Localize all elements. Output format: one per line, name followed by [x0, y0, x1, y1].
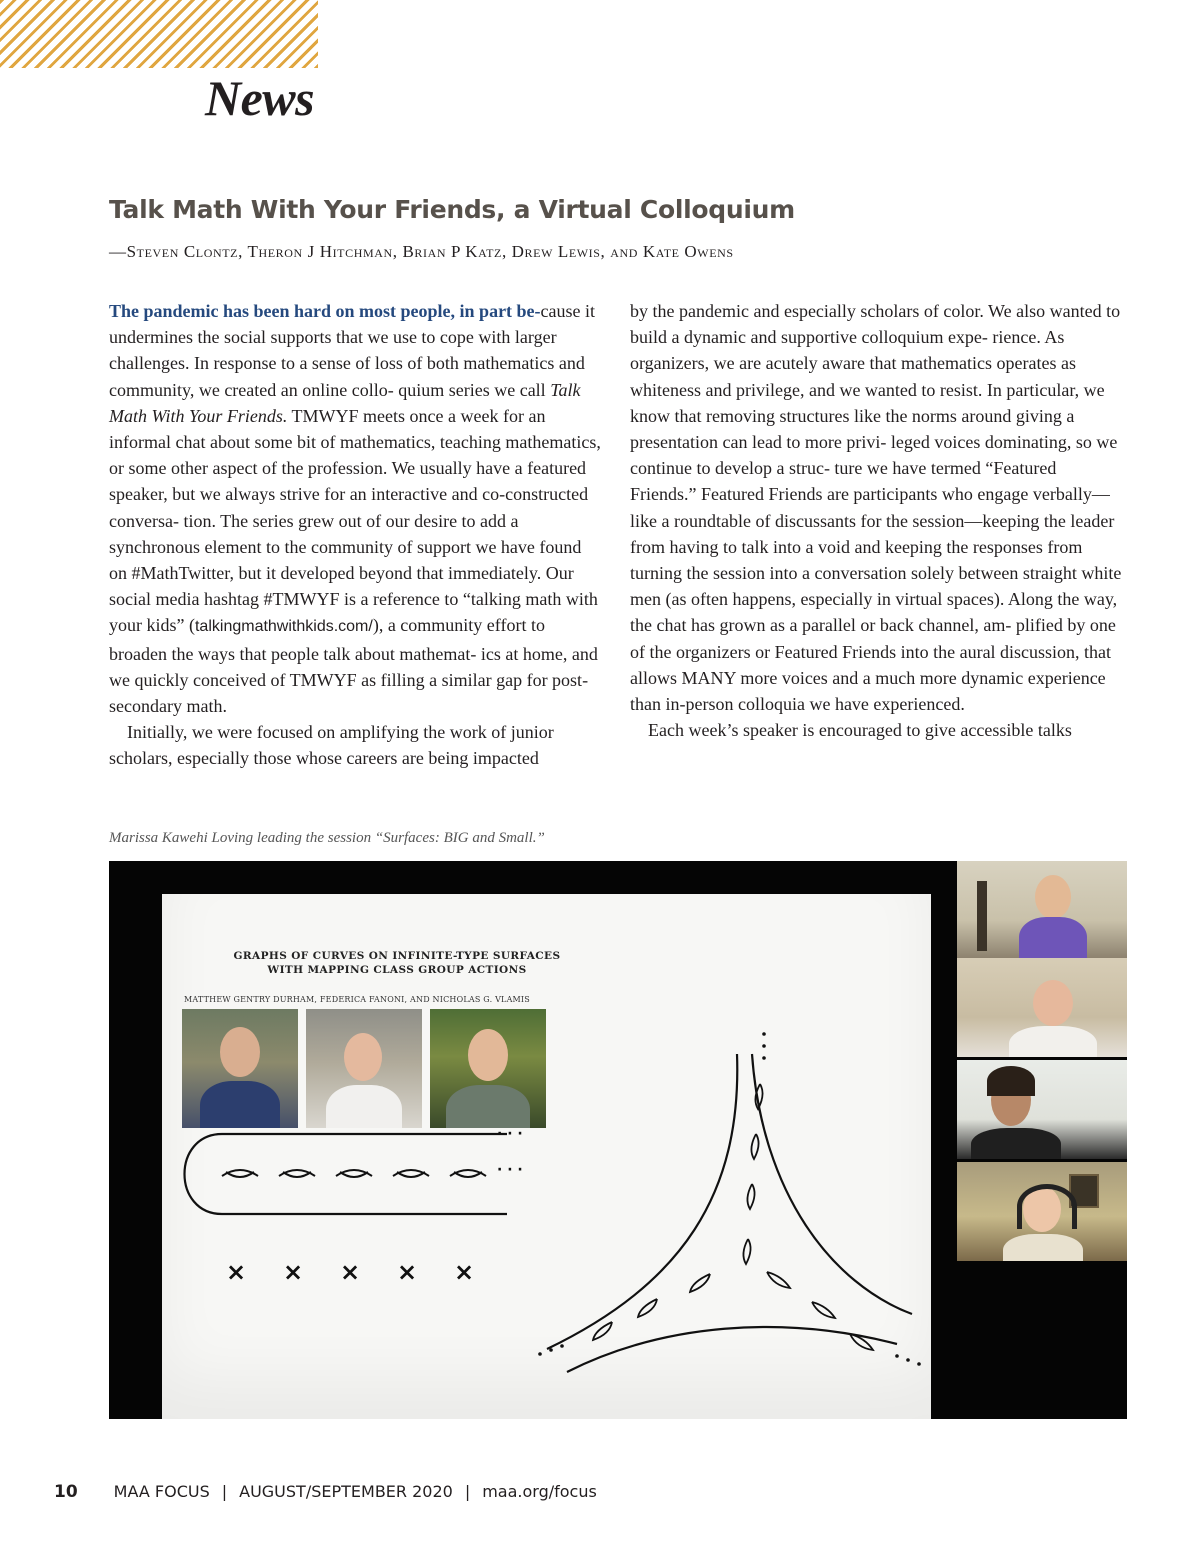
- footer-url[interactable]: maa.org/focus: [482, 1482, 597, 1501]
- cross-mark: ×: [226, 1258, 247, 1286]
- participant-video-tiles: [957, 861, 1127, 1273]
- section-label: News: [205, 70, 315, 126]
- genus-handle: [222, 1170, 258, 1177]
- participant-tile-2: [957, 958, 1127, 1057]
- participant-tile-4: [957, 1162, 1127, 1261]
- surface-diagram: [162, 894, 931, 1419]
- footer-separator: |: [221, 1482, 228, 1501]
- cross-mark: ×: [340, 1258, 361, 1286]
- series-name: Talk Math With Your Friends.: [109, 379, 581, 426]
- decorative-stripes: [0, 0, 318, 68]
- issue-date: AUGUST/SEPTEMBER 2020: [239, 1482, 453, 1501]
- video-call-screenshot: [109, 861, 1127, 1419]
- cross-mark: ×: [454, 1258, 475, 1286]
- genus-handle: [393, 1170, 429, 1177]
- publication-name: MAA FOCUS: [113, 1482, 210, 1501]
- cross-mark: ×: [397, 1258, 418, 1286]
- paragraph-2: Initially, we were focused on amplifying the work of junior scholars, especially those whose careers are being impacted: [109, 722, 554, 769]
- article-title: Talk Math With Your Friends, a Virtual Colloquium: [109, 195, 795, 224]
- genus-handle: [336, 1170, 372, 1177]
- lead-in: The pandemic has been hard on most people, in part be-: [109, 301, 541, 321]
- paragraph-3: by the pandemic and especially scholars of color. We also wanted to build a dynamic and supportive colloquium expe- rience. As organizers, we are acutely aware that mathematics operates as whiteness and privilege, and we wanted to resist. In particular, we know that removing structures like the norms around giving a presentation can lead to more privi- leged voices dominating, so we continue to develop a struc- ture we have termed “Featured Friends.” Featured Friends are participants who engage verbally—like a roundtable of discussants for the session—keeping the leader from having to talk into a void and keeping the responses from turning the session into a conversation solely between straight white men (as often happens, especially in virtual spaces). Along the way, the chat has grown as a parallel or back channel, am- plified by one of the organizers or Featured Friends into the aural discussion, that allows MANY more voices and a much more dynamic experience than in-person colloquia we have experienced.: [630, 301, 1122, 715]
- page-number: 10: [54, 1482, 78, 1502]
- footer-separator: |: [464, 1482, 471, 1501]
- page-footer: [54, 1480, 597, 1504]
- slide-authors: MATTHEW GENTRY DURHAM, FEDERICA FANONI, AND NICHOLAS G. VLAMIS: [184, 995, 530, 1004]
- genus-handle: [279, 1170, 315, 1177]
- genus-handle: [450, 1170, 486, 1177]
- tripod-dots: [538, 1032, 921, 1366]
- paragraph-4: Each week’s speaker is encouraged to give accessible talks: [648, 720, 1072, 741]
- website-link[interactable]: talkingmathwithkids.com/: [194, 618, 373, 636]
- ellipsis-mark: · · ·: [497, 1126, 523, 1142]
- body-column-left: [109, 298, 603, 772]
- cross-mark: ×: [283, 1258, 304, 1286]
- presentation-slide: [162, 894, 931, 1419]
- ellipsis-mark: · · ·: [497, 1162, 523, 1178]
- paragraph-1: The pandemic has been hard on most people, in part be-cause it undermines the social supports that we use to cope with larger challenges. In response to a sense of loss of both mathematics and community, we created an online collo- quium series we call Talk Math With Your Friends. TMWYF meets once a week for an informal chat about some bit of mathematics, teaching mathematics, or some other aspect of the profession. We usually have a featured speaker, but we always strive for an interactive and co-constructed conversa- tion. The series grew out of our desire to add a synchronous element to the community of support we have found on #MathTwitter, but it developed beyond that immediately. Our social media hashtag #TMWYF is a reference to “talking math with your kids” (talkingmathwithkids.com/), a community effort to broaden the ways that people talk about mathemat- ics at home, and we quickly conceived of TMWYF as filling a similar gap for post-secondary math.: [109, 301, 601, 717]
- body-column-right: [630, 298, 1124, 743]
- participant-tile-3: [957, 1060, 1127, 1159]
- slide-title: GRAPHS OF CURVES ON INFINITE-TYPE SURFACES WITH MAPPING CLASS GROUP ACTIONS: [233, 950, 561, 976]
- article-byline: —Steven Clontz, Theron J Hitchman, Brian P Katz, Drew Lewis, and Kate Owens: [109, 242, 734, 261]
- tripod-outline: [547, 1054, 912, 1372]
- participant-tile-1: [957, 861, 1127, 960]
- photo-caption: Marissa Kawehi Loving leading the session “Surfaces: BIG and Small.”: [109, 830, 545, 846]
